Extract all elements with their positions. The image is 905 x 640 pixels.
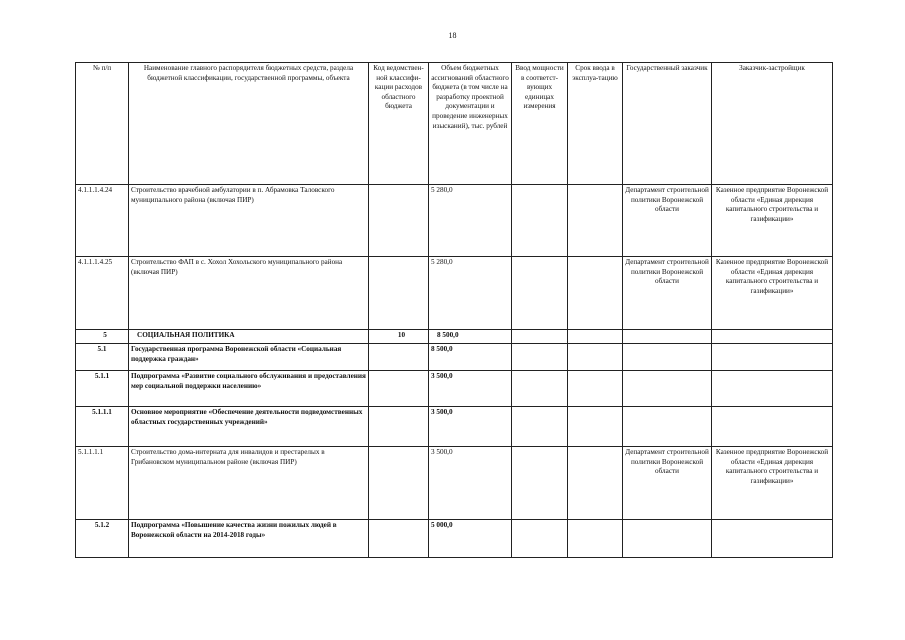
row-volume: 8 500,0: [429, 344, 512, 371]
row-code: [369, 257, 429, 330]
header-code: Код ведомствен-ной классифи-кации расходов областного бюджета: [369, 63, 429, 185]
row-developer: [712, 371, 833, 407]
row-name: Строительство ФАП в с. Хохол Хохольского муниципального района (включая ПИР): [129, 257, 369, 330]
table-header-row: [76, 63, 833, 185]
row-volume: 3 500,0: [429, 447, 512, 520]
row-code: [369, 447, 429, 520]
row-capacity: [512, 257, 568, 330]
row-volume: 3 500,0: [429, 407, 512, 447]
row-code: [369, 185, 429, 257]
row-customer: [623, 330, 712, 344]
table-row: [76, 344, 833, 371]
row-num: 5.1.2: [76, 520, 129, 558]
page-number: 18: [448, 31, 457, 40]
row-capacity: [512, 344, 568, 371]
row-capacity: [512, 185, 568, 257]
header-term: Срок ввода в эксплуа-тацию: [568, 63, 623, 185]
row-num: 5.1: [76, 344, 129, 371]
row-name: Подпрограмма «Повышение качества жизни пожилых людей в Воронежской области на 2014-2018 годы»: [129, 520, 369, 558]
row-developer: [712, 520, 833, 558]
row-capacity: [512, 520, 568, 558]
row-capacity: [512, 447, 568, 520]
row-term: [568, 330, 623, 344]
row-code: [369, 520, 429, 558]
table-row: [76, 185, 833, 257]
row-term: [568, 185, 623, 257]
row-num: 5.1.1: [76, 371, 129, 407]
row-name: Строительство дома-интерната для инвалидов и престарелых в Грибановском муниципальном районе (включая ПИР): [129, 447, 369, 520]
row-customer: [623, 371, 712, 407]
row-code: 10: [369, 330, 429, 344]
row-name: Подпрограмма «Развитие социального обслуживания и предоставления мер социальной поддержки населению»: [129, 371, 369, 407]
row-name: Строительство врачебной амбулатории в п. Абрамовка Таловского муниципального района (включая ПИР): [129, 185, 369, 257]
row-customer: [623, 344, 712, 371]
row-num: 5: [76, 330, 129, 344]
header-developer: Заказчик-застройщик: [712, 63, 833, 185]
table-row: [76, 407, 833, 447]
row-code: [369, 407, 429, 447]
row-num: 4.1.1.1.4.24: [76, 185, 129, 257]
row-customer: Департамент строительной политики Воронежской области: [623, 257, 712, 330]
header-num: № п/п: [76, 63, 129, 185]
row-developer: Казенное предприятие Воронежской области «Единая дирекция капитального строительства и газификации»: [712, 447, 833, 520]
header-customer: Государственный заказчик: [623, 63, 712, 185]
row-num: 5.1.1.1.1: [76, 447, 129, 520]
row-num: 4.1.1.1.4.25: [76, 257, 129, 330]
row-developer: Казенное предприятие Воронежской области «Единая дирекция капитального строительства и газификации»: [712, 257, 833, 330]
row-volume: 3 500,0: [429, 371, 512, 407]
row-term: [568, 371, 623, 407]
row-term: [568, 257, 623, 330]
row-capacity: [512, 371, 568, 407]
row-volume: 8 500,0: [429, 330, 512, 344]
budget-table: [75, 62, 833, 558]
row-customer: [623, 407, 712, 447]
row-customer: Департамент строительной политики Воронежской области: [623, 447, 712, 520]
header-capacity: Ввод мощности в соответст-вующих единицах измерения: [512, 63, 568, 185]
row-term: [568, 344, 623, 371]
table-row: [76, 447, 833, 520]
row-developer: [712, 344, 833, 371]
row-num: 5.1.1.1: [76, 407, 129, 447]
row-developer: Казенное предприятие Воронежской области «Единая дирекция капитального строительства и газификации»: [712, 185, 833, 257]
row-term: [568, 447, 623, 520]
table-row: [76, 330, 833, 344]
table-row: [76, 257, 833, 330]
row-name: Государственная программа Воронежской области «Социальная поддержка граждан»: [129, 344, 369, 371]
row-developer: [712, 330, 833, 344]
header-volume: Объем бюджетных ассигнований областного бюджета (в том числе на разработку проектной документации и проведение инженерных изысканий), тыс. рублей: [429, 63, 512, 185]
row-name: Основное мероприятие «Обеспечение деятельности подведомственных областных государственных учреждений»: [129, 407, 369, 447]
table-row: [76, 371, 833, 407]
row-capacity: [512, 407, 568, 447]
row-customer: [623, 520, 712, 558]
row-term: [568, 407, 623, 447]
row-volume: 5 000,0: [429, 520, 512, 558]
row-code: [369, 371, 429, 407]
row-volume: 5 280,0: [429, 185, 512, 257]
row-volume: 5 280,0: [429, 257, 512, 330]
row-capacity: [512, 330, 568, 344]
row-term: [568, 520, 623, 558]
row-customer: Департамент строительной политики Воронежской области: [623, 185, 712, 257]
row-code: [369, 344, 429, 371]
row-developer: [712, 407, 833, 447]
row-name: СОЦИАЛЬНАЯ ПОЛИТИКА: [129, 330, 369, 344]
table-row: [76, 520, 833, 558]
header-name: Наименование главного распорядителя бюджетных средств, раздела бюджетной классификации, государственной программы, объекта: [129, 63, 369, 185]
